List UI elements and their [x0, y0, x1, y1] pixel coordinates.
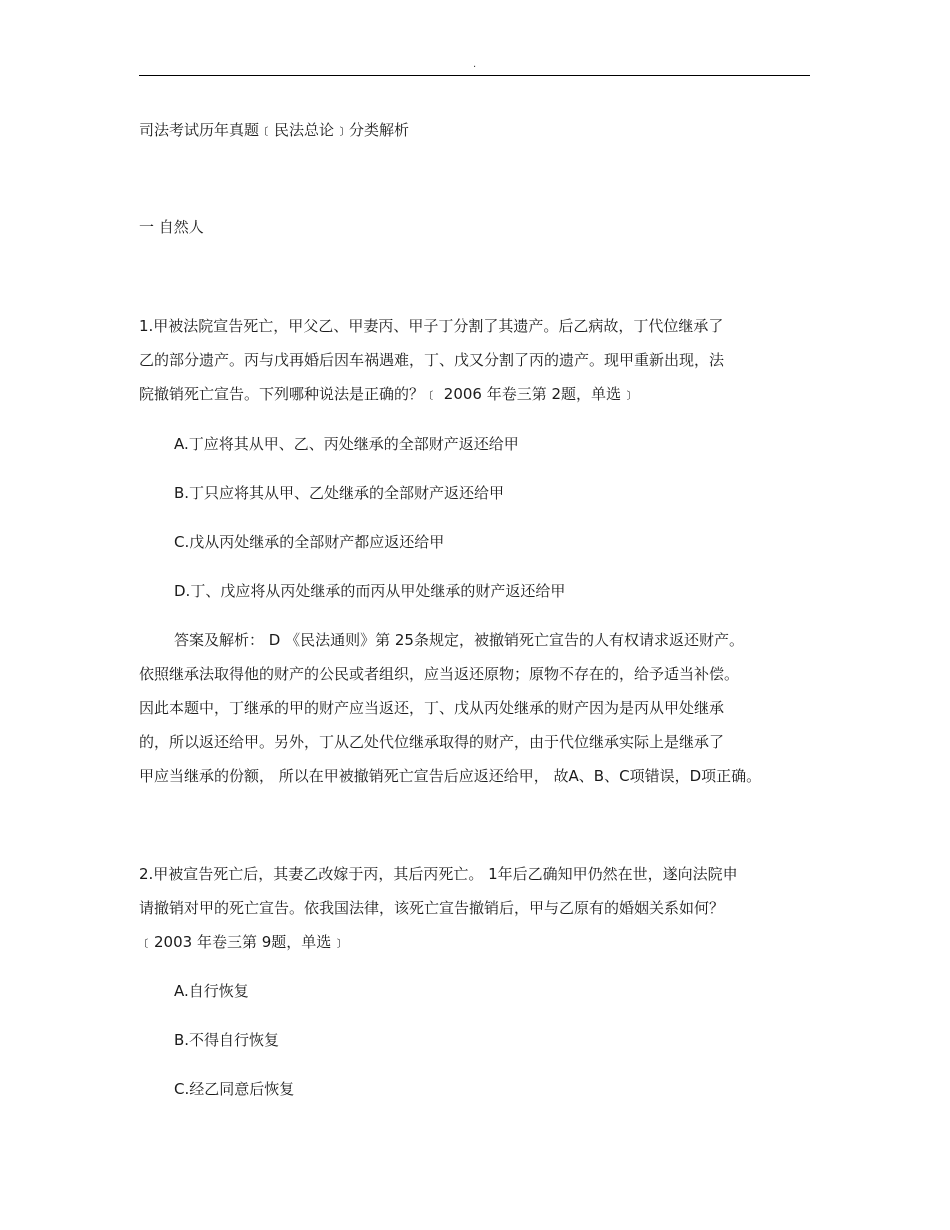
header-dot: .: [473, 59, 477, 70]
question-2-stem-line: 请撤销对甲的死亡宣告。依我国法律，该死亡宣告撤销后，甲与乙原有的婚姻关系如何？: [139, 899, 725, 917]
question-1-stem-line: 乙的部分遗产。丙与戊再婚后因车祸遇难，丁、戊又分割了丙的遗产。现甲重新出现，法: [139, 351, 725, 369]
document-title: 司法考试历年真题﹝民法总论﹞分类解析: [139, 121, 410, 139]
question-1-option-d: D.丁、戊应将从丙处继承的而丙从甲处继承的财产返还给甲: [174, 582, 566, 600]
question-1-answer-line: 答案及解析： D 《民法通则》第 25条规定，被撤销死亡宣告的人有权请求返还财产。: [174, 631, 744, 649]
question-1-answer-line: 因此本题中，丁继承的甲的财产应当返还，丁、戊从丙处继承的财产因为是丙从甲处继承: [139, 699, 725, 717]
question-1-answer-line: 依照继承法取得他的财产的公民或者组织，应当返还原物；原物不存在的，给予适当补偿。: [139, 665, 740, 683]
question-1-stem-line: 院撤销死亡宣告。下列哪种说法是正确的？﹝ 2006 年卷三第 2题，单选﹞: [139, 385, 637, 403]
question-2-stem-line: ﹝2003 年卷三第 9题，单选﹞: [139, 933, 347, 951]
question-2-option-b: B.不得自行恢复: [174, 1031, 280, 1049]
question-2-option-a: A.自行恢复: [174, 982, 249, 1000]
question-1-stem-line: 1.甲被法院宣告死亡，甲父乙、甲妻丙、甲子丁分割了其遗产。后乙病故，丁代位继承了: [139, 317, 724, 335]
header-rule: [139, 75, 810, 76]
question-2-option-c: C.经乙同意后恢复: [174, 1080, 295, 1098]
question-1-answer-line: 的，所以返还给甲。另外，丁从乙处代位继承取得的财产，由于代位继承实际上是继承了: [139, 733, 725, 751]
section-heading: 一 自然人: [139, 218, 204, 236]
question-2-stem-line: 2.甲被宣告死亡后，其妻乙改嫁于丙，其后丙死亡。 1年后乙确知甲仍然在世，遂向法院申: [139, 865, 738, 883]
question-1-option-c: C.戊从丙处继承的全部财产都应返还给甲: [174, 533, 445, 551]
question-1-option-a: A.丁应将其从甲、乙、丙处继承的全部财产返还给甲: [174, 435, 519, 453]
question-1-answer-line: 甲应当继承的份额， 所以在甲被撤销死亡宣告后应返还给甲， 故A、B、C项错误，D项正确。: [139, 767, 762, 785]
question-1-option-b: B.丁只应将其从甲、乙处继承的全部财产返还给甲: [174, 484, 505, 502]
